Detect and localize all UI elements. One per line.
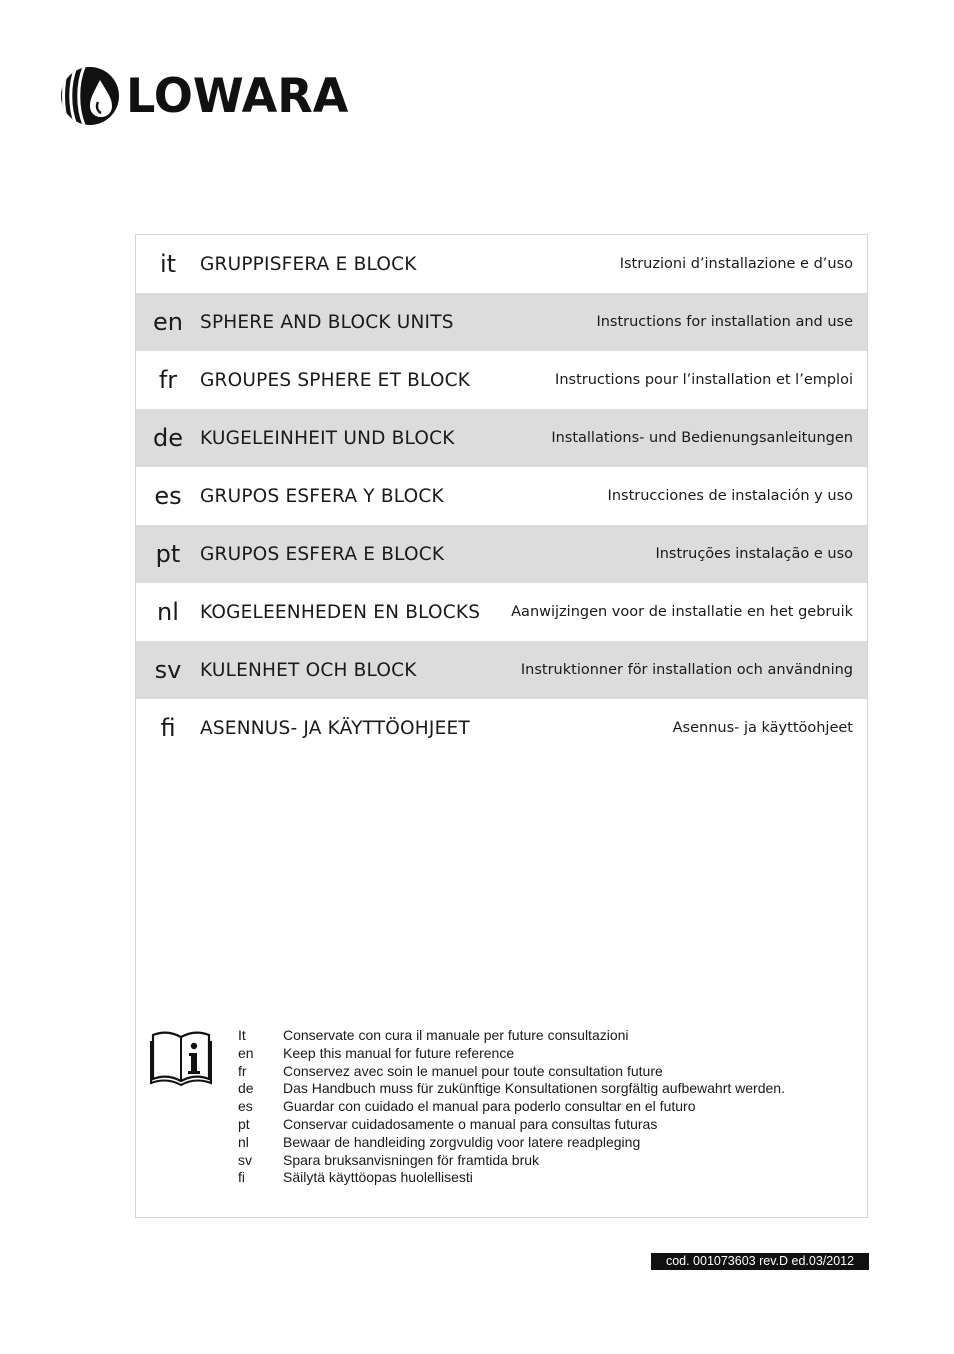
- language-title: GRUPOS ESFERA E BLOCK: [200, 543, 445, 565]
- note-text: Säilytä käyttöopas huolellisesti: [283, 1169, 473, 1186]
- language-row-it: [136, 235, 867, 293]
- note-language-code: de: [238, 1080, 254, 1097]
- language-code: fr: [158, 366, 178, 394]
- language-row-es: [136, 467, 867, 525]
- language-subtitle: Installations- und Bedienungsanleitungen: [551, 430, 853, 446]
- language-subtitle: Instruktionner för installation och användning: [520, 662, 853, 678]
- note-text: Spara bruksanvisningen för framtida bruk: [283, 1151, 540, 1168]
- language-code: es: [154, 482, 182, 510]
- note-row: [238, 1169, 785, 1187]
- language-title: KUGELEINHEIT UND BLOCK: [200, 427, 455, 449]
- note-text: Conservez avec soin le manuel pour toute consultation future: [283, 1062, 663, 1079]
- language-panel: [135, 234, 868, 1218]
- language-row-fr: [136, 351, 867, 409]
- note-row: [238, 1080, 785, 1098]
- language-title: KULENHET OCH BLOCK: [200, 659, 417, 681]
- note-text: Bewaar de handleiding zorgvuldig voor latere readpleging: [283, 1133, 641, 1150]
- language-subtitle: Instructions for installation and use: [596, 314, 853, 330]
- note-language-code: It: [238, 1027, 246, 1043]
- language-row-pt: [136, 525, 867, 583]
- note-row: [238, 1027, 785, 1045]
- language-code: de: [153, 424, 183, 452]
- lowara-drop-logo-icon: [60, 66, 120, 126]
- note-language-code: en: [238, 1044, 254, 1061]
- note-row: [238, 1063, 785, 1081]
- info-book-icon: [150, 1029, 212, 1087]
- keep-manual-notes: [238, 1027, 785, 1187]
- language-code: en: [153, 308, 183, 336]
- note-language-code: fr: [238, 1062, 247, 1079]
- language-subtitle: Instruções instalação e uso: [655, 546, 853, 562]
- language-title: GRUPPISFERA E BLOCK: [200, 253, 417, 275]
- note-language-code: pt: [238, 1115, 250, 1132]
- language-subtitle: Asennus- ja käyttöohjeet: [672, 720, 853, 736]
- note-row: [238, 1134, 785, 1152]
- language-subtitle: Instrucciones de instalación y uso: [607, 488, 853, 504]
- note-text: Keep this manual for future reference: [283, 1044, 515, 1061]
- note-text: Das Handbuch muss für zukünftige Konsultationen sorgfältig aufbewahrt werden.: [283, 1080, 785, 1097]
- brand-name: LOWARA: [126, 68, 349, 124]
- note-row: [238, 1045, 785, 1063]
- note-row: [238, 1116, 785, 1134]
- language-row-sv: [136, 641, 867, 699]
- language-title: SPHERE AND BLOCK UNITS: [200, 311, 454, 333]
- note-row: [238, 1098, 785, 1116]
- language-row-fi: [136, 699, 867, 757]
- language-title: GROUPES SPHERE ET BLOCK: [200, 369, 471, 391]
- note-row: [238, 1152, 785, 1170]
- language-code: sv: [154, 656, 182, 684]
- language-code: fi: [160, 714, 176, 742]
- language-row-en: [136, 293, 867, 351]
- note-language-code: fi: [238, 1169, 245, 1186]
- brand-logo: [60, 66, 353, 126]
- language-subtitle: Istruzioni d’installazione e d’uso: [619, 256, 853, 272]
- note-text: Conservate con cura il manuale per future consultazioni: [283, 1027, 629, 1043]
- language-title: KOGELEENHEDEN EN BLOCKS: [200, 601, 481, 623]
- language-code: it: [159, 250, 177, 278]
- language-subtitle: Aanwijzingen voor de installatie en het gebruik: [511, 604, 853, 620]
- language-row-de: [136, 409, 867, 467]
- note-text: Guardar con cuidado el manual para poderlo consultar en el futuro: [283, 1098, 696, 1115]
- language-title: GRUPOS ESFERA Y BLOCK: [200, 485, 444, 507]
- document-code-badge: cod. 001073603 rev.D ed.03/2012: [651, 1253, 869, 1270]
- note-language-code: es: [238, 1098, 253, 1115]
- language-code: pt: [155, 540, 181, 568]
- language-subtitle: Instructions pour l’installation et l’emploi: [555, 372, 853, 388]
- language-title: ASENNUS- JA KÄYTTÖOHJEET: [200, 717, 470, 739]
- note-language-code: sv: [238, 1151, 252, 1168]
- language-row-nl: [136, 583, 867, 641]
- note-text: Conservar cuidadosamente o manual para consultas futuras: [283, 1115, 658, 1132]
- language-code: nl: [157, 598, 179, 626]
- note-language-code: nl: [238, 1133, 249, 1150]
